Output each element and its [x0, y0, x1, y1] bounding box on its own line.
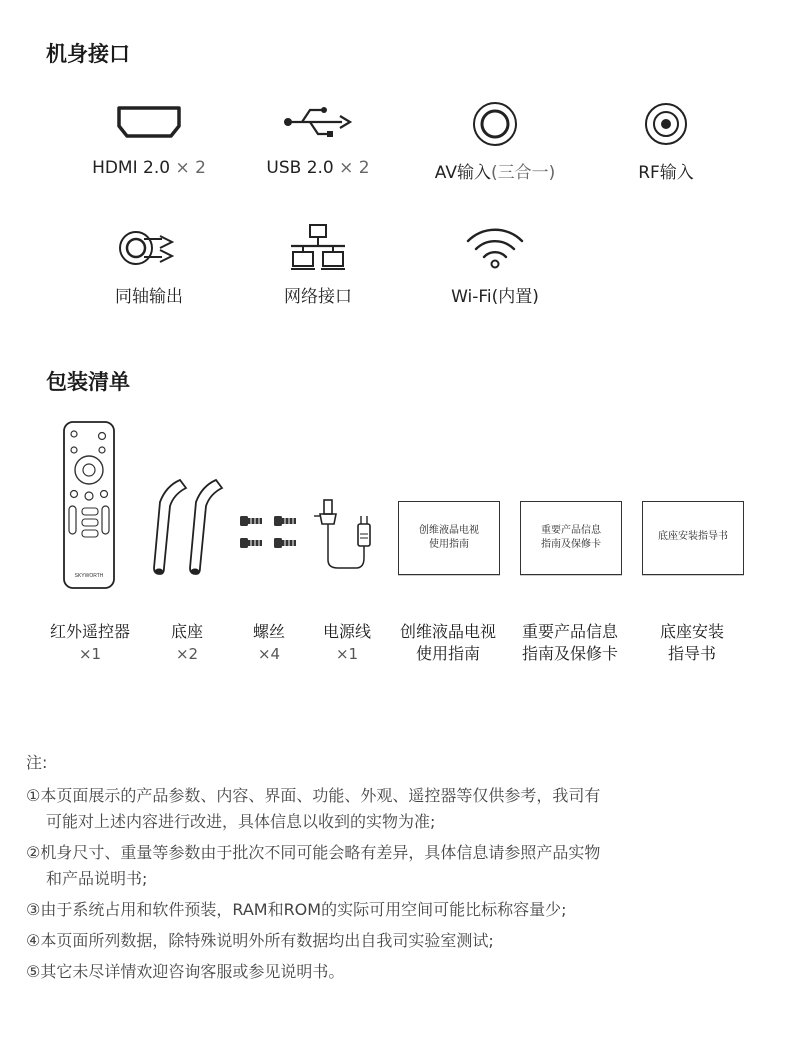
- note-line: ③由于系统占用和软件预装，RAM和ROM的实际可用空间可能比标称容量少;: [26, 900, 567, 919]
- port-wifi-label: Wi-Fi(内置): [451, 287, 539, 307]
- package-section-title: 包装清单: [46, 370, 130, 394]
- manual-stand-install-image: 底座安装指导书: [642, 501, 744, 575]
- notes-section: [26, 750, 776, 992]
- port-coaxial-output: [64, 224, 234, 307]
- stand-legs-image: [150, 476, 230, 580]
- port-rf-label: RF输入: [638, 163, 694, 183]
- port-hdmi: [64, 100, 234, 178]
- port-coaxial-output-label: 同轴输出: [115, 287, 183, 307]
- power-cord-image: [310, 494, 380, 576]
- package-item-power-cord: 电源线 ×1: [322, 622, 371, 663]
- note-line: ④本页面所列数据，除特殊说明外所有数据均出自我司实验室测试;: [26, 931, 494, 950]
- port-network: [233, 222, 403, 307]
- usb-icon: [278, 100, 358, 144]
- port-usb: [233, 100, 403, 178]
- remote-control-image: [62, 420, 116, 590]
- manual-warranty-image: 重要产品信息 指南及保修卡: [520, 501, 622, 575]
- port-av: [410, 100, 580, 183]
- coaxial-output-icon: [114, 224, 184, 272]
- package-item-warranty: 重要产品信息 指南及保修卡: [521, 622, 618, 663]
- package-item-stand-guide: 底座安装 指导书: [659, 622, 724, 663]
- port-network-label: 网络接口: [284, 287, 352, 307]
- package-item-remote: 红外遥控器 ×1: [49, 622, 130, 663]
- port-wifi: [410, 224, 580, 307]
- note-line: ⑤其它未尽详情欢迎咨询客服或参见说明书。: [26, 962, 345, 981]
- rf-icon: [641, 100, 691, 148]
- port-hdmi-label: HDMI 2.0 × 2: [92, 158, 206, 178]
- network-icon: [283, 222, 353, 274]
- note-line: ①本页面展示的产品参数、内容、界面、功能、外观、遥控器等仅供参考，我司有 可能对上述内容进行改进，具体信息以收到的实物为准;: [26, 786, 601, 831]
- note-line: ②机身尺寸、重量等参数由于批次不同可能会略有差异，具体信息请参照产品实物 和产品说明书;: [26, 843, 601, 888]
- package-item-screws: 螺丝 ×4: [252, 622, 285, 663]
- port-usb-label: USB 2.0 × 2: [266, 158, 370, 178]
- hdmi-icon: [109, 100, 189, 144]
- package-item-stand: 底座 ×2: [170, 622, 203, 663]
- screws-image: [238, 510, 302, 554]
- remote-brand-text: SKYWORTH: [74, 573, 104, 579]
- port-rf: [581, 100, 751, 183]
- wifi-icon: [464, 224, 526, 270]
- port-av-label: AV输入(三合一): [434, 163, 556, 183]
- ports-section-title: 机身接口: [46, 42, 130, 66]
- manual-user-guide-image: 创维液晶电视 使用指南: [398, 501, 500, 575]
- notes-heading: 注:: [26, 753, 48, 772]
- av-icon: [470, 100, 520, 148]
- package-item-user-guide: 创维液晶电视 使用指南: [399, 622, 496, 663]
